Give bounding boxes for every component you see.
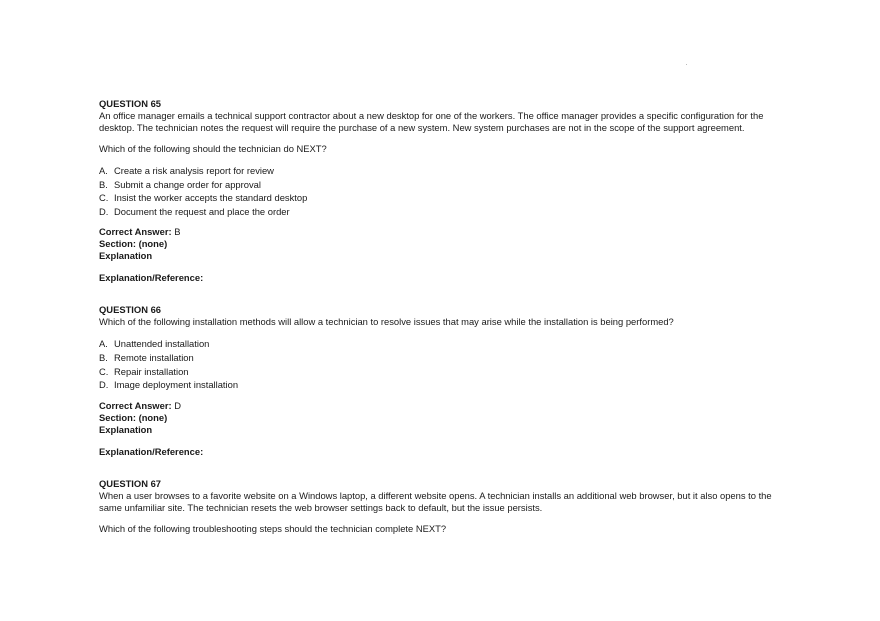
correct-answer	[99, 226, 789, 238]
explanation-reference: Explanation/Reference:	[99, 272, 204, 284]
option-letter: A.	[99, 165, 108, 176]
question-title: QUESTION 65	[99, 98, 161, 109]
option-text: Unattended installation	[114, 338, 210, 350]
explanation-label: Explanation	[99, 423, 153, 435]
correct-answer-value: B	[174, 226, 181, 238]
section-label: Section: (none)	[99, 411, 168, 423]
answer-options	[99, 337, 789, 391]
option-c	[99, 365, 789, 379]
answer-block	[99, 400, 789, 436]
option-letter: D.	[99, 379, 109, 391]
question-prompt: Which of the following troubleshooting steps should the technician complete NEXT?	[99, 522, 447, 534]
option-letter: A.	[99, 338, 108, 350]
explanation-label: Explanation	[99, 250, 153, 262]
question-text: An office manager emails a technical support contractor about a new desktop for one of the workers. The office manager provides a specific configuration for the desktop. The technician notes the request will require the purchase of a new system. New system purchases are not in the scope of the support agreement.	[99, 110, 764, 133]
exam-page	[99, 98, 789, 535]
option-letter: C.	[99, 192, 109, 204]
option-text: Create a risk analysis report for review	[114, 165, 274, 176]
option-text: Insist the worker accepts the standard desktop	[114, 192, 308, 204]
option-text: Remote installation	[114, 351, 194, 363]
option-d	[99, 205, 789, 219]
option-letter: B.	[99, 351, 108, 363]
correct-answer	[99, 400, 789, 412]
option-letter: C.	[99, 365, 109, 377]
option-a	[99, 337, 789, 351]
question-66	[99, 304, 789, 457]
option-b	[99, 178, 789, 192]
correct-answer-label: Correct Answer:	[99, 226, 172, 238]
option-c	[99, 191, 789, 205]
question-65	[99, 98, 789, 284]
question-text: When a user browses to a favorite website on a Windows laptop, a different website opens. A technician installs an additional web browser, but it also opens to the same unfamiliar site. The technician resets the web browser settings back to default, but the issue persists.	[99, 489, 772, 513]
section-label: Section: (none)	[99, 238, 168, 250]
option-text: Document the request and place the order	[114, 205, 290, 217]
answer-options	[99, 164, 789, 218]
option-d	[99, 378, 789, 392]
option-letter: D.	[99, 205, 109, 217]
question-title: QUESTION 67	[99, 477, 161, 489]
option-text: Submit a change order for approval	[114, 178, 261, 190]
option-letter: B.	[99, 178, 108, 190]
corner-mark	[686, 64, 687, 65]
option-b	[99, 351, 789, 365]
option-text: Repair installation	[114, 365, 189, 377]
question-67	[99, 478, 789, 535]
option-text: Image deployment installation	[114, 379, 239, 391]
explanation-reference: Explanation/Reference:	[99, 445, 204, 457]
question-title: QUESTION 66	[99, 304, 161, 316]
question-text: Which of the following installation methods will allow a technician to resolve issues that may arise while the installation is being performed?	[99, 316, 674, 328]
correct-answer-label: Correct Answer:	[99, 399, 172, 411]
option-a	[99, 164, 789, 178]
answer-block	[99, 226, 789, 262]
question-prompt: Which of the following should the technician do NEXT?	[99, 143, 327, 154]
correct-answer-value: D	[174, 399, 181, 411]
